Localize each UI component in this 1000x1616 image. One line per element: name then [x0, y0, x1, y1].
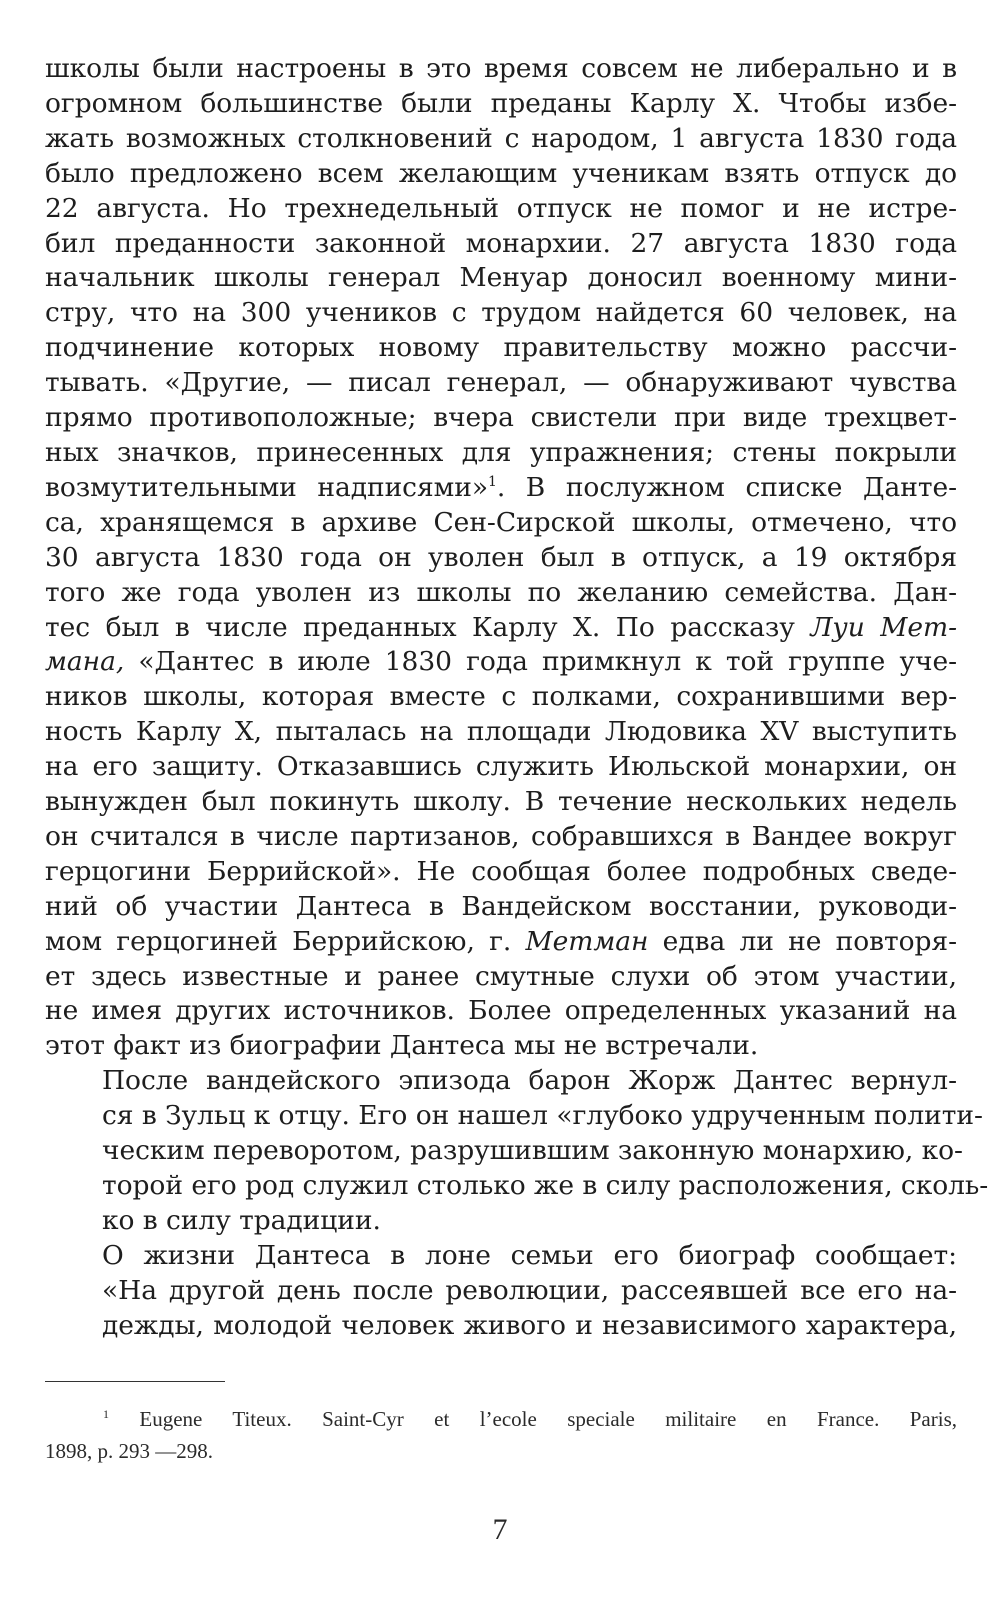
paragraph-1 — [45, 52, 957, 1064]
text-line — [45, 645, 957, 680]
page-number: 7 — [492, 1513, 508, 1546]
text-segment: едва ли не повторя- — [648, 925, 957, 957]
text-line: он считался в числе партизанов, собравшихся в Вандее вокруг — [45, 820, 957, 852]
paragraph-2 — [45, 1064, 989, 1239]
text-segment: «Дантес в июле 1830 года примкнул к той группе уче- — [124, 646, 957, 678]
text-line: не имея других источников. Более определенных указаний на — [45, 995, 957, 1027]
text-line: тывать. «Другие, — писал генерал, — обнаруживают чувства — [45, 367, 957, 399]
text-line: ность Карлу X, пыталась на площади Людовика XV выступить — [45, 716, 957, 748]
text-line: 22 августа. Но трехнедельный отпуск не помог и не истре- — [45, 192, 957, 224]
text-line — [45, 925, 957, 960]
text-line: этот факт из биографии Дантеса мы не встречали. — [45, 1030, 759, 1062]
main-text — [45, 52, 989, 1344]
italic-name: Луи Мет- — [810, 611, 957, 643]
text-line: ся в Зульц к отцу. Его он нашел «глубоко удрученным полити- — [102, 1100, 983, 1132]
text-segment: мом герцогиней Беррийскою, г. — [45, 925, 526, 957]
italic-name: Метман — [525, 925, 649, 957]
text-line: После вандейского эпизода барон Жорж Дантес вернул- — [102, 1065, 957, 1097]
text-line: было предложено всем желающим ученикам взять отпуск до — [45, 157, 957, 189]
text-segment: Eugene Titeux. Saint-Cyr et l’ecole speciale militaire en France. Paris, — [109, 1407, 957, 1431]
text-line: огромном большинстве были преданы Карлу X. Чтобы избе- — [45, 87, 957, 119]
text-line: «На другой день после революции, рассеявшей все его на- — [102, 1274, 957, 1306]
footnote-line: 1898, p. 293 —298. — [45, 1439, 213, 1463]
italic-name: мана, — [45, 646, 125, 678]
text-line: прямо противоположные; вчера свистели при виде трехцвет- — [45, 402, 957, 434]
text-line: подчинение которых новому правительству можно рассчи- — [45, 332, 957, 364]
text-line: того же года уволен из школы по желанию семейства. Дан- — [45, 576, 957, 608]
text-line: школы были настроены в это время совсем не либерально и в — [45, 53, 957, 84]
text-line: торой его род служил столько же в силу расположения, сколь- — [102, 1170, 989, 1201]
paragraph-3 — [45, 1239, 957, 1344]
text-line: герцогини Беррийской». Не сообщая более подробных сведе- — [45, 855, 957, 887]
text-line — [45, 611, 957, 646]
text-line: ников школы, которая вместе с полками, сохранившими вер- — [45, 681, 957, 713]
text-line: ко в силу традиции. — [102, 1204, 381, 1236]
text-line: ет здесь известные и ранее смутные слухи об этом участии, — [45, 960, 957, 992]
text-segment: возмутительными надписями» — [45, 471, 488, 503]
footnote-marker: 1 — [103, 1407, 109, 1421]
text-line: бил преданности законной монархии. 27 августа 1830 года — [45, 227, 957, 259]
footnote-line — [45, 1403, 957, 1435]
footnote — [45, 1403, 957, 1467]
text-line: ний об участии Дантеса в Вандейском восстании, руководи- — [45, 890, 957, 922]
text-segment: тес был в числе преданных Карлу X. По рассказу — [45, 611, 811, 643]
text-line: на его защиту. Отказавшись служить Июльской монархии, он — [45, 751, 957, 783]
text-line: начальник школы генерал Менуар доносил военному мини- — [45, 262, 957, 294]
footnote-reference[interactable]: 1 — [487, 474, 497, 491]
text-line: вынужден был покинуть школу. В течение нескольких недель — [45, 786, 957, 818]
text-line: стру, что на 300 учеников с трудом найдется 60 человек, на — [45, 297, 957, 329]
text-line: ных значков, принесенных для упражнения; стены покрыли — [45, 436, 957, 468]
text-line — [45, 471, 957, 506]
text-line: 30 августа 1830 года он уволен был в отпуск, а 19 октября — [45, 541, 957, 573]
footnote-divider — [45, 1381, 225, 1382]
text-line: са, хранящемся в архиве Сен-Сирской школы, отмечено, что — [45, 506, 957, 538]
text-line: О жизни Дантеса в лоне семьи его биограф сообщает: — [102, 1239, 957, 1271]
text-line: жать возможных столкновений с народом, 1 августа 1830 года — [45, 122, 957, 154]
text-segment: . В послужном списке Данте- — [496, 471, 957, 503]
text-line: дежды, молодой человек живого и независимого характера, — [102, 1309, 957, 1341]
text-line: ческим переворотом, разрушившим законную монархию, ко- — [102, 1135, 963, 1167]
